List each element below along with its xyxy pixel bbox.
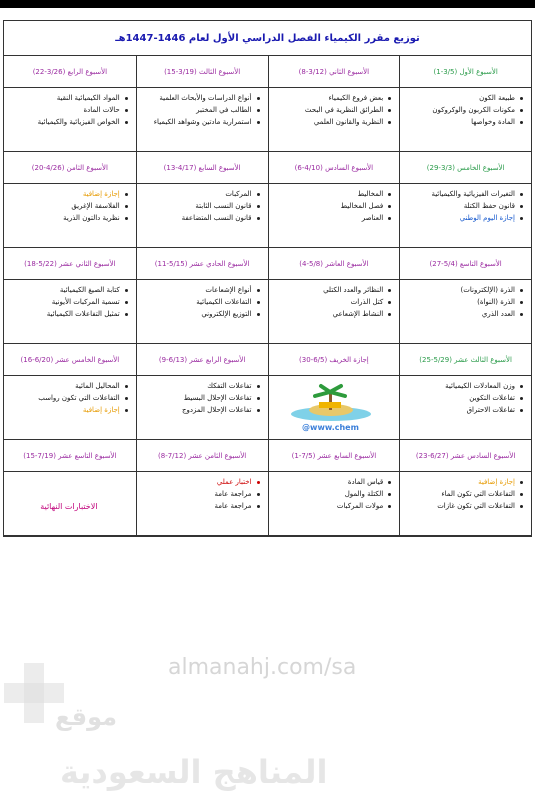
topic-item: الذرة (النواة) [404, 296, 515, 308]
watermark-url: almanahj.com/sa [168, 655, 357, 680]
topic-item: مراجعة عامة [141, 488, 252, 500]
week-topics [399, 376, 531, 440]
week-topics [136, 280, 268, 344]
week-header: الأسبوع الثاني (3/12-8) [268, 56, 400, 88]
topic-item: التوزيع الإلكتروني [141, 308, 252, 320]
watermark-site-name: المناهج السعودية [60, 753, 328, 791]
week-header: الأسبوع الأول (3/5-1) [399, 56, 531, 88]
week-topics [4, 472, 136, 536]
week-header: الأسبوع التاسع عشر (7/19-15) [4, 440, 136, 472]
week-header: الأسبوع الثامن عشر (7/12-8) [136, 440, 268, 472]
topic-item: المخاليط [273, 188, 384, 200]
topic-item: المركبات [141, 188, 252, 200]
topic-item: قانون النسب الثابتة [141, 200, 252, 212]
week-topics [136, 184, 268, 248]
topic-item: النشاط الإشعاعي [273, 308, 384, 320]
topic-item: المحاليل المائية [8, 380, 120, 392]
topic-item: تسمية المركبات الأيونية [8, 296, 120, 308]
week-topics [268, 472, 400, 536]
topic-item: التفاعلات التي تكون الماء [404, 488, 515, 500]
topic-item: العدد الذري [404, 308, 515, 320]
topic-item: مكونات الكربون والوكروكون [404, 104, 515, 116]
topic-item: الكتلة والمول [273, 488, 384, 500]
topic-item: طبيعة الكون [404, 92, 515, 104]
topic-item: إجازة اليوم الوطني [404, 212, 515, 224]
week-topics [136, 88, 268, 152]
topic-item: التفاعلات الكيميائية [141, 296, 252, 308]
topic-item: قياس المادة [273, 476, 384, 488]
week-header: الأسبوع الرابع (3/26-22) [4, 56, 136, 88]
week-topics [4, 88, 136, 152]
week-header: الأسبوع السادس عشر (6/27-23) [399, 440, 531, 472]
topic-item: تمثيل التفاعلات الكيميائية [8, 308, 120, 320]
topic-item: كتل الذرات [273, 296, 384, 308]
top-status-bar [0, 0, 535, 8]
week-topics [4, 184, 136, 248]
topic-item: النظرية والقانون العلمي [273, 116, 384, 128]
topic-item: تفاعلات التكوين [404, 392, 515, 404]
topic-item: العناصر [273, 212, 384, 224]
topic-item: الخواص الفيزيائية والكيميائية [8, 116, 120, 128]
logo-caption: @www.chem [302, 423, 359, 432]
topic-item: أنواع الإشعاعات [141, 284, 252, 296]
week-topics [399, 184, 531, 248]
topic-item: فصل المخاليط [273, 200, 384, 212]
schedule-document [3, 20, 532, 537]
week-topics [399, 472, 531, 536]
topic-item: كتابة الصيغ الكيميائية [8, 284, 120, 296]
week-header: الأسبوع التاسع (5/4-27) [399, 248, 531, 280]
topic-item: إجازة إضافية [8, 188, 120, 200]
topic-item: استمرارية مادتين وشواهد الكيمياء [141, 116, 252, 128]
week-header: الأسبوع الثاني عشر (5/22-18) [4, 248, 136, 280]
week-header: الأسبوع الخامس عشر (6/20-16) [4, 344, 136, 376]
week-header: الأسبوع السابع (4/17-13) [136, 152, 268, 184]
week-header: الأسبوع الثامن (4/26-20) [4, 152, 136, 184]
topic-item: المواد الكيميائية النقية [8, 92, 120, 104]
watermark-site-label: موقع [55, 703, 118, 731]
topic-item: الذرة (الإلكترونات) [404, 284, 515, 296]
week-topics [4, 280, 136, 344]
week-topics [268, 184, 400, 248]
topic-item: أنواع الدراسات والأبحاث العلمية [141, 92, 252, 104]
topic-item: تفاعلات الاحتراق [404, 404, 515, 416]
week-topics [399, 280, 531, 344]
topic-item: اختبار عملي [141, 476, 252, 488]
topic-item: قانون حفظ الكتلة [404, 200, 515, 212]
week-topics [268, 88, 400, 152]
schedule-grid [4, 56, 531, 536]
week-header: الأسبوع الثالث (3/19-15) [136, 56, 268, 88]
week-topics [268, 280, 400, 344]
week-header: إجازة الخريف (6/5-30) [268, 344, 400, 376]
topic-item: الفلاسفة الإغريق [8, 200, 120, 212]
week-header: الأسبوع السادس (4/10-6) [268, 152, 400, 184]
island-icon [285, 382, 377, 422]
topic-item: مراجعة عامة [141, 500, 252, 512]
topic-item: حالات المادة [8, 104, 120, 116]
topic-item: التغيرات الفيزيائية والكيميائية [404, 188, 515, 200]
topic-item: مولات المركبات [273, 500, 384, 512]
topic-item: قانون النسب المتضاعفة [141, 212, 252, 224]
week-header: الأسبوع الرابع عشر (6/13-9) [136, 344, 268, 376]
topic-item: إجازة إضافية [404, 476, 515, 488]
week-header: الأسبوع الحادي عشر (5/15-11) [136, 248, 268, 280]
week-header: الأسبوع السابع عشر (7/5-1) [268, 440, 400, 472]
week-topics [399, 88, 531, 152]
document-title: توزيع مقرر الكيمياء الفصل الدراسي الأول لعام 1446-1447هـ [4, 21, 531, 56]
topic-item: الطرائق النظرية في البحث [273, 104, 384, 116]
week-topics [136, 472, 268, 536]
topic-item: الطالب في المختبر [141, 104, 252, 116]
week-topics [4, 376, 136, 440]
topic-item: تفاعلات الإحلال البسيط [141, 392, 252, 404]
topic-item: إجازة إضافية [8, 404, 120, 416]
topic-item: التفاعلات التي تكون غازات [404, 500, 515, 512]
week-topics [136, 376, 268, 440]
week-header: الأسبوع الخامس (3/3-29) [399, 152, 531, 184]
topic-item: بعض فروع الكيمياء [273, 92, 384, 104]
week-header: الأسبوع العاشر (5/8-4) [268, 248, 400, 280]
week-topics [268, 376, 400, 440]
week-header: الأسبوع الثالث عشر (5/29-25) [399, 344, 531, 376]
topic-item: المادة وخواصها [404, 116, 515, 128]
topic-item: التفاعلات التي تكون رواسب [8, 392, 120, 404]
topic-item: نظرية دالتون الذرية [8, 212, 120, 224]
final-exams-label: الاختبارات النهائية [40, 501, 98, 511]
topic-item: تفاعلات الإحلال المزدوج [141, 404, 252, 416]
topic-item: وزن المعادلات الكيميائية [404, 380, 515, 392]
topic-item: تفاعلات التفكك [141, 380, 252, 392]
topic-item: النظائر والعدد الكتلي [273, 284, 384, 296]
chemistry-logo [285, 382, 377, 432]
